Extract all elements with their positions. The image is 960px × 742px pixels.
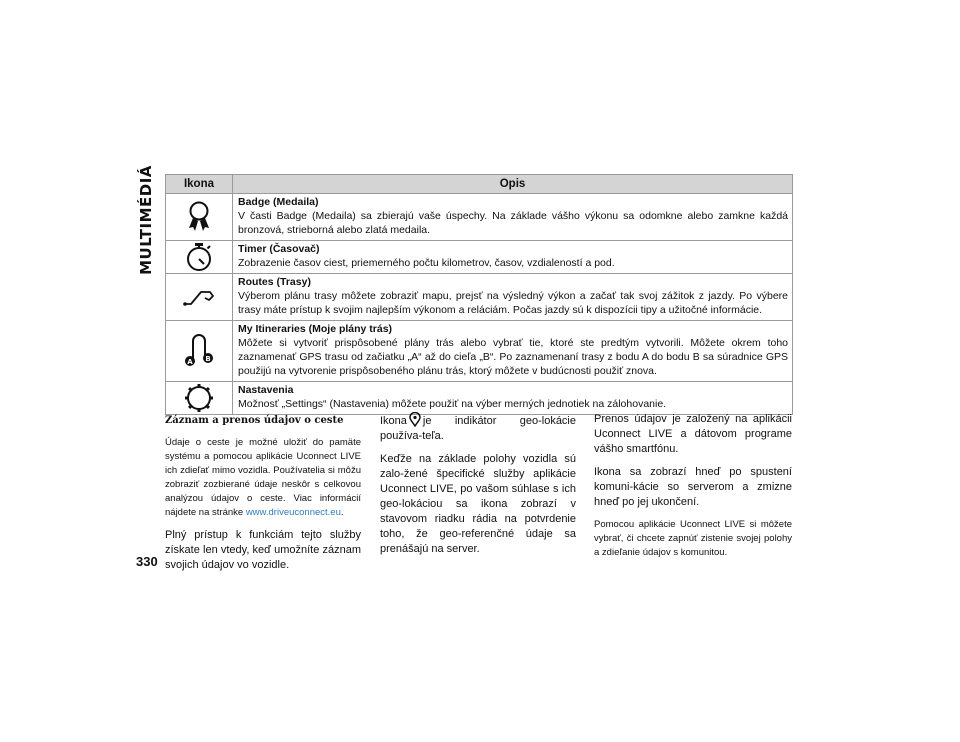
- paragraph-text: Ikona: [380, 415, 407, 427]
- paragraph: [165, 436, 361, 520]
- table-row: [166, 274, 793, 321]
- paragraph-text: je indikátor geo-lokácie používa-teľa.: [380, 415, 576, 442]
- icon-cell: [166, 194, 233, 241]
- row-description: V časti Badge (Medaila) sa zbierajú vaše úspechy. Na základe vášho výkonu sa odomkne alebo zamkne každá bronzová, strieborná alebo zlatá medaila.: [238, 210, 788, 236]
- header-description: Opis: [233, 175, 793, 194]
- table-row: [166, 241, 793, 274]
- text-column-3: [594, 412, 792, 568]
- text-column-1: [165, 412, 361, 581]
- paragraph: Keďže na základe polohy vozidla sú zalo-žené špecifické služby aplikácie Uconnect LIVE, po vašom súhlase s ich geo-lokáciou sa ikona zobrazí v stavovom riadku rádia na potvrdenie toho, že geo-referenčné údaje sa prenášajú na server.: [380, 453, 576, 555]
- row-description: Môžete si vytvoriť prispôsobené plány trás alebo vybrať tie, ktoré ste predtým vytvorili. Môžete okrem toho zaznamenať GPS trasu od začiatku „A“ až do cieľa „B“. Po zaznamenaní trasy z bodu A do bodu B sa súradnice GPS použijú na vytvorenie prispôsobeného plánu trás, ktorý môžete v budúcnosti použiť znova.: [238, 337, 788, 377]
- row-title: Routes (Trasy): [238, 276, 311, 288]
- description-cell: [233, 321, 793, 382]
- icon-table: [165, 174, 793, 415]
- section-heading: Záznam a prenos údajov o ceste: [165, 415, 344, 426]
- itinerary-ab-icon: [179, 331, 219, 371]
- text-column-2: [380, 412, 576, 565]
- paragraph: Plný prístup k funkciám tejto služby získate len vtedy, keď umožníte záznam svojich údajov vo vozidle.: [165, 529, 361, 571]
- paragraph-end: .: [340, 507, 344, 518]
- row-title: Timer (Časovač): [238, 243, 320, 255]
- medal-icon: [186, 200, 212, 234]
- website-link[interactable]: www.driveuconnect.eu: [245, 507, 341, 518]
- description-cell: [233, 241, 793, 274]
- table-row: [166, 382, 793, 415]
- table-row: [166, 321, 793, 382]
- table-row: [166, 194, 793, 241]
- paragraph: Ikona sa zobrazí hneď po spustení komuni-kácie so serverom a zmizne hneď po jej ukončení.: [594, 466, 792, 508]
- row-description: Výberom plánu trasy môžete zobraziť mapu, prejsť na výsledný výkon a začať tak svoj zážitok z jazdy. Po výbere trasy máte prístup k svojim najlepším výkonom a reláciám. Počas jazdy sú k dispozícii tipy a užitočné informácie.: [238, 290, 788, 316]
- paragraph: [380, 412, 576, 444]
- page-number: 330: [136, 554, 158, 569]
- route-icon: [182, 286, 216, 308]
- icon-cell: [166, 241, 233, 274]
- location-pin-icon: [409, 412, 421, 427]
- icon-cell: [166, 321, 233, 382]
- icon-cell: [166, 274, 233, 321]
- description-cell: [233, 274, 793, 321]
- stopwatch-icon: [184, 241, 214, 273]
- svg-text:B: B: [205, 355, 211, 363]
- row-description: Možnosť „Settings“ (Nastavenia) môžete použiť na výber merných jednotiek na zálohovanie.: [238, 398, 667, 410]
- row-title: Nastavenia: [238, 384, 294, 396]
- row-title: My Itineraries (Moje plány trás): [238, 323, 393, 335]
- paragraph-text: Údaje o ceste je možné uložiť do pamäte systému a pomocou aplikácie Uconnect LIVE ich zdieľať mimo vozidla. Používatelia si môžu zobraziť zozbierané údaje neskôr s celkovou analýzou údajov o ceste. Viac informácií nájdete na stránke: [165, 437, 361, 518]
- svg-text:A: A: [187, 358, 193, 366]
- settings-gear-icon: [183, 382, 215, 414]
- description-cell: [233, 382, 793, 415]
- paragraph: Prenos údajov je založený na aplikácii Uconnect LIVE a dátovom programe vášho smartfónu.: [594, 413, 792, 455]
- row-title: Badge (Medaila): [238, 196, 319, 208]
- description-cell: [233, 194, 793, 241]
- table-header-row: [166, 175, 793, 194]
- section-label: MULTIMÉDIÁ: [137, 165, 155, 275]
- row-description: Zobrazenie časov ciest, priemerného počtu kilometrov, časov, vzdialeností a pod.: [238, 257, 615, 269]
- header-icon: Ikona: [166, 175, 233, 194]
- section-tab: [134, 165, 158, 275]
- paragraph: Pomocou aplikácie Uconnect LIVE si môžete vybrať, či chcete zapnúť zistenie svojej polohy a zdieľanie údajov s komunitou.: [594, 519, 792, 558]
- icon-cell: [166, 382, 233, 415]
